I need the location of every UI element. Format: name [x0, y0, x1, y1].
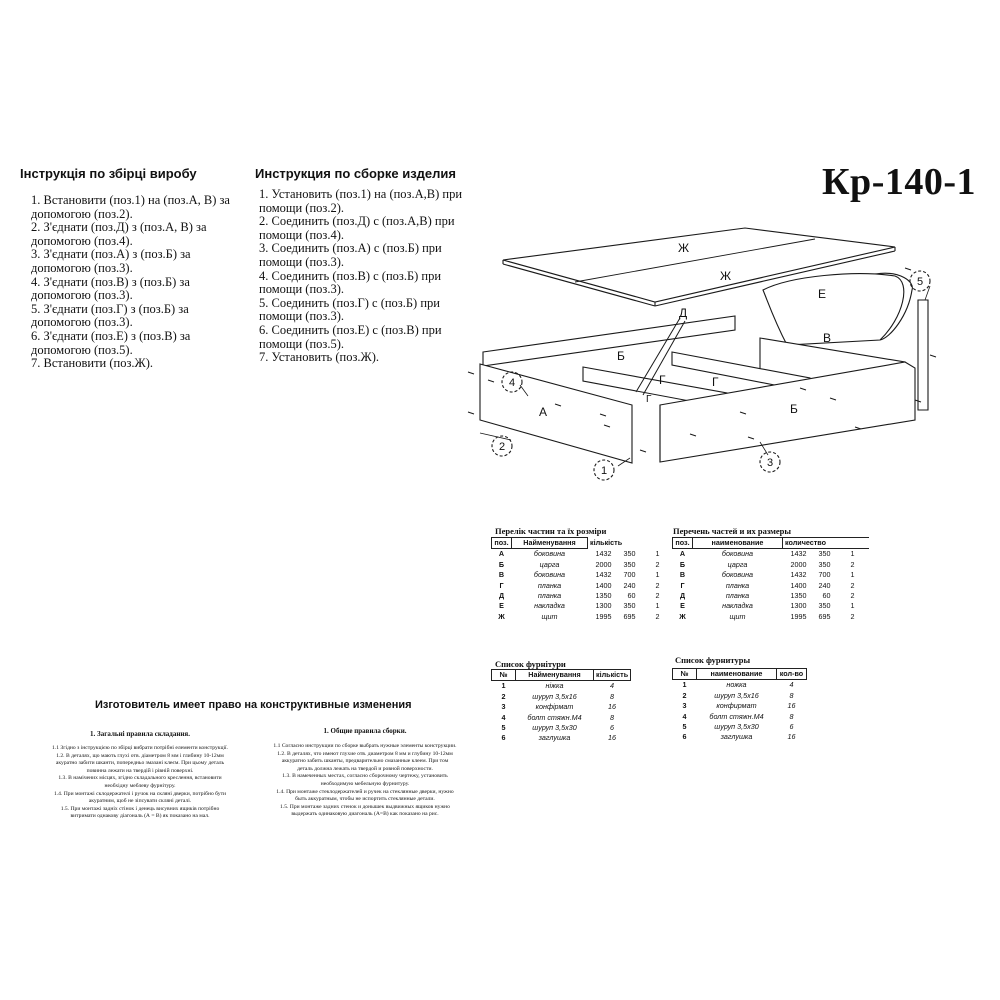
- table-cell: 1: [655, 570, 660, 580]
- table-cell: планка: [725, 591, 750, 601]
- table-cell: 16: [608, 733, 617, 743]
- instruction-line: допомогою (поз.3).: [31, 260, 133, 275]
- table-cell: щит: [541, 611, 558, 621]
- table-cell: 2: [850, 580, 855, 590]
- label-v: В: [823, 331, 832, 345]
- rules-line: быть аккуратным, чтобы не испортить стеклянные детали.: [295, 796, 435, 803]
- table-cell: заглушка: [720, 732, 753, 742]
- rules-line: аккуратно забить шканты, предварительно смазанные клеем. При том: [281, 758, 449, 765]
- table-cell: 6: [501, 733, 506, 743]
- table-cell: 3: [501, 702, 506, 712]
- table-cell: 350: [623, 549, 636, 559]
- instruction-line: 6. Соединить (поз.Е) с (поз.В) при: [259, 322, 442, 337]
- rules-line: акуратно забити шканти, попередньо змазані клеєм. При цьому деталь: [55, 760, 225, 767]
- rules-line: 1.2. В деталях, что имеют глухие отв. диаметром 8 мм и глубину 10-12мм: [277, 750, 453, 757]
- table-cell: В: [679, 570, 686, 580]
- table-cell: 2: [655, 559, 660, 569]
- table-cell: 350: [818, 601, 831, 611]
- rules-line: деталь должна лежать на твердой и ровной поверхности.: [297, 765, 433, 772]
- table-row: [492, 560, 674, 570]
- table-cell: Ж: [679, 611, 686, 621]
- rules-line: акуратним, щоб не зіпсувати скляні деталі.: [88, 798, 192, 805]
- table-cell: 16: [608, 702, 617, 712]
- table-cell: Д: [679, 591, 686, 601]
- rules-ua-text: [30, 745, 250, 821]
- table-cell: 3: [682, 701, 687, 711]
- callout-5: 5: [916, 276, 924, 288]
- headboard-post: [918, 300, 928, 410]
- table-cell: 1400: [790, 580, 807, 590]
- parts-ua-title: Перелік частин та їх розміри: [495, 526, 607, 536]
- table-row: [673, 591, 869, 601]
- table-cell: 700: [818, 570, 831, 580]
- instruction-line: 2. З'єднати (поз.Д) з (поз.А, В) за: [31, 220, 207, 235]
- table-cell: боковина: [533, 570, 566, 580]
- table-row: [673, 570, 869, 580]
- table-cell: 16: [787, 732, 796, 742]
- table-row: [492, 681, 631, 692]
- instruction-line: 1. Установить (поз.1) на (поз.А,В) при: [259, 187, 463, 201]
- label-d: Д: [679, 306, 688, 320]
- table-row: [673, 612, 869, 622]
- table-cell: 350: [623, 559, 636, 569]
- table-cell: Ж: [498, 611, 505, 621]
- table-cell: В: [498, 570, 505, 580]
- table-cell: 1432: [790, 570, 807, 580]
- table-cell: 1: [850, 601, 855, 611]
- table-cell: царга: [727, 559, 748, 569]
- panel-e: [763, 274, 904, 345]
- table-cell: Г: [680, 580, 685, 590]
- table-row: [492, 692, 631, 702]
- table-cell: шуруп 3,5х16: [532, 691, 577, 701]
- table-cell: 695: [623, 611, 636, 621]
- table-cell: А: [498, 549, 505, 559]
- label-b-1: Б: [617, 349, 625, 363]
- table-cell: 2: [850, 591, 855, 601]
- instruction-line: 4. З'єднати (поз.В) з (поз.Б) за: [31, 274, 190, 289]
- table-cell: 4: [682, 711, 687, 721]
- instructions-ua-steps: [31, 194, 230, 371]
- table-row: [492, 723, 631, 733]
- instruction-line: помощи (поз.3).: [259, 282, 345, 297]
- table-cell: 1432: [595, 549, 612, 559]
- instruction-line: 7. Встановити (поз.Ж).: [31, 356, 154, 371]
- col-header: кількість: [594, 670, 631, 681]
- label-g-1: Г: [659, 373, 666, 387]
- rules-line: 1.5. При монтаже задних стенок и донышек выдвижных ящиков нужно: [280, 803, 450, 810]
- col-header: количество: [783, 538, 869, 549]
- instruction-line: 1. Встановити (поз.1) на (поз.А, В) за: [31, 193, 230, 207]
- assembly-drawing: [455, 225, 955, 490]
- table-cell: 240: [818, 580, 831, 590]
- table-cell: накладка: [722, 601, 753, 611]
- table-cell: 4: [610, 681, 615, 691]
- callout-3: 3: [766, 457, 774, 469]
- table-cell: планка: [537, 580, 562, 590]
- table-cell: заглушка: [538, 733, 571, 743]
- table-row: [492, 581, 674, 591]
- table-cell: планка: [537, 591, 562, 601]
- rules-line: 1.4. При монтаже стеклодержателей и ручек на стеклянные дверки, нужно: [276, 788, 454, 795]
- hardware-ru-title: Список фурнитуры: [675, 655, 751, 665]
- table-cell: 6: [682, 732, 687, 742]
- table-cell: Б: [498, 559, 505, 569]
- callout-1: 1: [600, 465, 608, 477]
- table-cell: 350: [818, 549, 831, 559]
- table-cell: 240: [623, 580, 636, 590]
- rules-ru-title: 1. Общие правила сборки.: [323, 727, 407, 735]
- instruction-line: допомогою (поз.3).: [31, 315, 133, 330]
- parts-ru-table: [672, 537, 869, 622]
- callout-2: 2: [498, 441, 506, 453]
- table-cell: 1: [655, 549, 660, 559]
- table-cell: 2: [501, 691, 506, 701]
- col-header: Найменування: [516, 670, 594, 681]
- table-cell: 695: [818, 611, 831, 621]
- col-header: №: [673, 669, 697, 680]
- table-cell: боковина: [721, 570, 754, 580]
- rules-line: выдержать одинаковую диагональ (А=В) как показано на рис.: [291, 811, 439, 818]
- table-row: [673, 680, 807, 691]
- rules-line: витримати однакову діагональ (А = В) як показано на мал.: [70, 813, 210, 820]
- table-cell: 350: [623, 601, 636, 611]
- table-cell: Д: [498, 591, 505, 601]
- table-row: [492, 713, 631, 723]
- table-cell: 1350: [595, 591, 612, 601]
- table-cell: планка: [725, 580, 750, 590]
- table-cell: 8: [610, 712, 615, 722]
- table-cell: шуруп 3,5х16: [714, 690, 759, 700]
- table-row: [673, 701, 807, 711]
- table-row: [492, 549, 674, 560]
- table-cell: 2: [655, 591, 660, 601]
- table-row: [673, 601, 869, 611]
- instruction-line: 4. Соединить (поз.В) с (поз.Б) при: [259, 268, 442, 283]
- table-cell: 1432: [790, 549, 807, 559]
- table-row: [673, 732, 807, 742]
- hardware-ua-table: [491, 669, 631, 744]
- table-cell: болт стяжн.М4: [709, 711, 764, 721]
- rules-ru-text: [255, 743, 475, 819]
- col-header: наименование: [693, 538, 783, 549]
- table-cell: 2000: [790, 559, 807, 569]
- col-header: Найменування: [512, 538, 588, 549]
- table-cell: 2: [850, 559, 855, 569]
- col-header: поз.: [673, 538, 693, 549]
- table-cell: 6: [610, 723, 615, 733]
- table-cell: 6: [789, 722, 794, 732]
- label-e: Е: [818, 287, 827, 301]
- instruction-line: допомогою (поз.3).: [31, 288, 133, 303]
- table-cell: 1: [655, 601, 660, 611]
- rules-line: необходимую мебельную фурнитуру.: [320, 780, 410, 787]
- table-cell: шуруп 3,5х30: [714, 722, 759, 732]
- table-cell: Г: [499, 580, 504, 590]
- instruction-line: допомогою (поз.2).: [31, 206, 133, 221]
- parts-ua-table: [491, 537, 674, 622]
- table-cell: 5: [682, 722, 687, 732]
- table-cell: 1300: [790, 601, 807, 611]
- table-cell: 4: [789, 680, 794, 690]
- table-cell: 1: [682, 680, 687, 690]
- table-cell: конфірмат: [535, 702, 574, 712]
- table-cell: 2: [850, 611, 855, 621]
- instruction-line: помощи (поз.2).: [259, 200, 345, 215]
- instruction-line: помощи (поз.3).: [259, 254, 345, 269]
- table-cell: Е: [499, 601, 504, 611]
- instruction-line: 5. Соединить (поз.Г) с (поз.Б) при: [259, 295, 440, 310]
- col-header: кількість: [588, 538, 674, 549]
- instruction-line: 7. Установить (поз.Ж).: [259, 350, 380, 365]
- instruction-line: помощи (поз.5).: [259, 336, 345, 351]
- table-row: [492, 702, 631, 712]
- rules-ua-title: 1. Загальні правила складання.: [90, 730, 190, 738]
- table-cell: 8: [610, 691, 615, 701]
- instruction-line: 3. Соединить (поз.А) с (поз.Б) при: [259, 241, 442, 256]
- table-cell: 5: [501, 723, 506, 733]
- rules-line: повинна лежати на твердій і рівній поверхні.: [86, 767, 194, 774]
- table-cell: 1300: [595, 601, 612, 611]
- hardware-ua-title: Список фурнітури: [495, 659, 566, 669]
- table-cell: накладка: [534, 601, 565, 611]
- table-cell: шуруп 3,5х30: [532, 723, 577, 733]
- table-cell: 60: [627, 591, 636, 601]
- table-cell: царга: [539, 559, 560, 569]
- table-cell: 1400: [595, 580, 612, 590]
- table-cell: 2: [655, 611, 660, 621]
- table-row: [673, 722, 807, 732]
- table-cell: 8: [789, 711, 794, 721]
- parts-ru-title: Перечень частей и их размеры: [673, 526, 792, 536]
- instruction-line: 5. З'єднати (поз.Г) з (поз.Б) за: [31, 301, 189, 316]
- instruction-line: допомогою (поз.5).: [31, 342, 133, 357]
- rules-line: необхідну меблеву фурнітуру.: [104, 782, 176, 789]
- label-g-small: Г: [646, 394, 652, 405]
- instruction-line: помощи (поз.4).: [259, 227, 345, 242]
- col-header: кол-во: [777, 669, 807, 680]
- col-header: №: [492, 670, 516, 681]
- table-cell: ножка: [726, 680, 747, 690]
- table-cell: Б: [679, 559, 686, 569]
- instruction-line: 3. З'єднати (поз.А) з (поз.Б) за: [31, 247, 191, 262]
- label-g-2: Г: [712, 375, 719, 389]
- table-row: [492, 570, 674, 580]
- rules-line: 1.3. В намеченных местах, согласно сборочному чертежу, установить: [282, 773, 448, 780]
- table-cell: 1: [850, 570, 855, 580]
- table-cell: 1: [501, 681, 506, 691]
- table-cell: болт стяжн.М4: [527, 712, 582, 722]
- instruction-line: помощи (поз.3).: [259, 309, 345, 324]
- table-row: [673, 712, 807, 722]
- table-cell: щит: [729, 611, 746, 621]
- table-cell: 16: [787, 701, 796, 711]
- rules-line: 1.2. В деталях, що мають глухі отв. діаметром 8 мм і глибину 10-12мм: [56, 752, 224, 759]
- table-cell: 1995: [790, 611, 807, 621]
- table-cell: конфирмат: [716, 701, 757, 711]
- table-row: [673, 549, 869, 560]
- rules-line: 1.3. В намічених місцях, згідно складального креслення, встановити: [58, 775, 222, 782]
- table-row: [492, 591, 674, 601]
- model-code: Кр-140-1: [822, 161, 976, 203]
- table-cell: 1432: [595, 570, 612, 580]
- callout-4: 4: [508, 377, 516, 389]
- instruction-line: 2. Соединить (поз.Д) с (поз.А,В) при: [259, 214, 455, 229]
- table-cell: боковина: [533, 549, 566, 559]
- label-zh-1: Ж: [678, 241, 690, 255]
- table-row: [492, 733, 631, 743]
- table-cell: 700: [623, 570, 636, 580]
- table-row: [673, 581, 869, 591]
- table-cell: 1350: [790, 591, 807, 601]
- table-row: [673, 560, 869, 570]
- table-cell: 2000: [595, 559, 612, 569]
- hardware-ru-table: [672, 668, 807, 743]
- col-header: наименование: [697, 669, 777, 680]
- label-b-2: Б: [790, 402, 798, 416]
- instruction-line: допомогою (поз.4).: [31, 233, 133, 248]
- table-cell: 1: [850, 549, 855, 559]
- rules-line: 1.4. При монтажі склодержателі і ручок на скляні дверки, потрібно бути: [53, 790, 227, 797]
- table-cell: 2: [655, 580, 660, 590]
- table-cell: А: [679, 549, 686, 559]
- instructions-ru-steps: [259, 188, 462, 365]
- label-a: А: [539, 405, 548, 419]
- table-cell: 2: [682, 690, 687, 700]
- table-cell: боковина: [721, 549, 754, 559]
- table-cell: ніжка: [545, 681, 564, 691]
- table-row: [492, 612, 674, 622]
- instruction-line: 6. З'єднати (поз.Е) з (поз.В) за: [31, 328, 191, 343]
- rules-line: 1.5. При монтажі задніх стінок і денець висувних ящиків потрібно: [60, 805, 220, 812]
- table-cell: 60: [822, 591, 831, 601]
- instructions-ua-heading: Інструкція по збірці виробу: [20, 166, 197, 181]
- rules-line: 1.1 Згідно з інструкцією по збірці вибрати потрібні елементи конструкції.: [52, 745, 228, 751]
- label-zh-2: Ж: [720, 269, 732, 283]
- table-row: [492, 601, 674, 611]
- instructions-ru-heading: Инструкция по сборке изделия: [255, 166, 456, 181]
- table-cell: Е: [680, 601, 685, 611]
- table-cell: 4: [501, 712, 506, 722]
- manufacturer-note: Изготовитель имеет право на конструктивные изменения: [95, 699, 412, 711]
- table-cell: 8: [789, 690, 794, 700]
- rules-line: 1.1 Согласно инструкции по сборке выбрать нужные элементы конструкции.: [273, 743, 457, 749]
- table-cell: 1995: [595, 611, 612, 621]
- table-row: [673, 691, 807, 701]
- table-cell: 350: [818, 559, 831, 569]
- col-header: поз.: [492, 538, 512, 549]
